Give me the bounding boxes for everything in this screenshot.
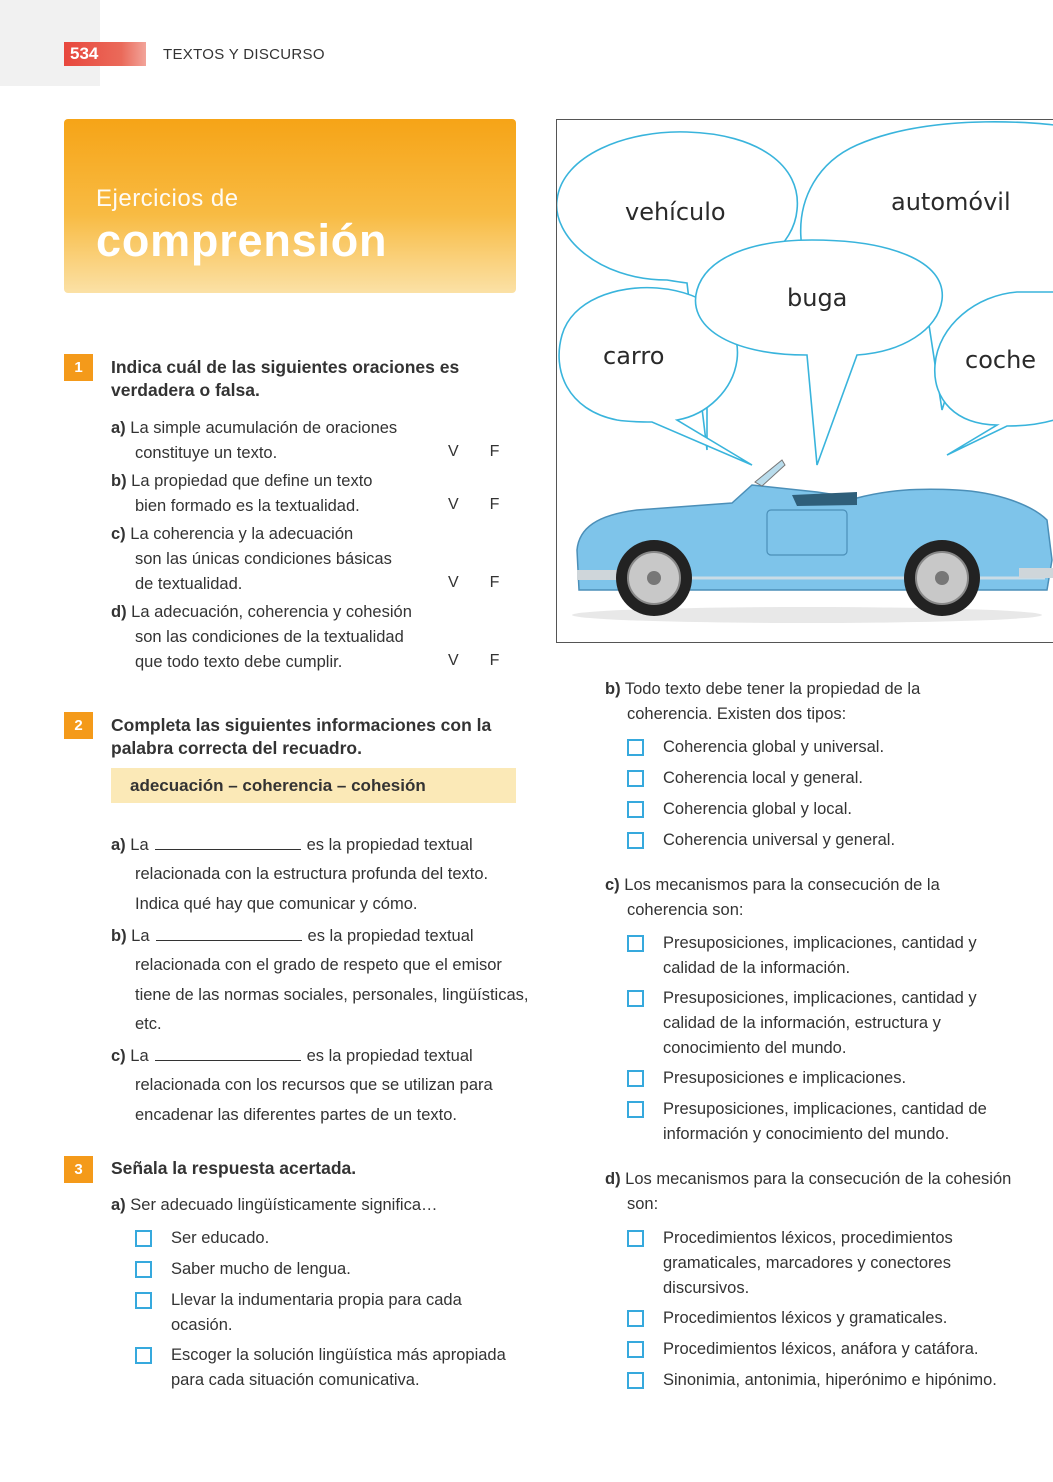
ex3-b-option-2: Coherencia local y general. bbox=[663, 769, 863, 787]
ex2-item-a-line-3: Indica qué hay que comunicar y cómo. bbox=[135, 894, 418, 913]
exercise-1-title-line-1: Indica cuál de las siguientes oraciones es bbox=[111, 357, 460, 377]
ex2-item-a-pre: La bbox=[130, 836, 149, 854]
ex2-item-b-line-4: etc. bbox=[135, 1014, 162, 1033]
car-icon bbox=[572, 460, 1053, 623]
ex2-item-a-line-2: relacionada con la estructura profunda del texto. bbox=[135, 865, 489, 884]
exercise-3-title: Señala la respuesta acertada. bbox=[111, 1158, 357, 1178]
false-option[interactable]: F bbox=[489, 443, 500, 460]
ex3-question-d-line-1: Los mecanismos para la consecución de la cohesión bbox=[625, 1170, 1012, 1188]
option-line-2: calidad de la información. bbox=[663, 959, 851, 977]
option-line-2: ocasión. bbox=[171, 1316, 233, 1334]
ex3-d-option-3: Procedimientos léxicos, anáfora y catáfora. bbox=[663, 1340, 979, 1358]
ex3-b-option-4: Coherencia universal y general. bbox=[663, 831, 896, 849]
ex3-question-c bbox=[605, 873, 940, 923]
ex3-c-option-2 bbox=[663, 986, 977, 1061]
ex2-item-b-line-2: relacionada con el grado de respeto que el emisor bbox=[135, 956, 502, 975]
running-head: TEXTOS Y DISCURSO bbox=[163, 46, 325, 63]
fill-blank[interactable] bbox=[156, 924, 302, 941]
word-box: adecuación – coherencia – cohesión bbox=[111, 768, 516, 803]
ex3-question-c-line-2: coherencia son: bbox=[627, 901, 744, 919]
option-line-1: Procedimientos léxicos, procedimientos bbox=[663, 1229, 953, 1247]
checkbox[interactable] bbox=[627, 801, 644, 818]
option-line-2: información y conocimiento del mundo. bbox=[663, 1125, 950, 1143]
ex1-item-a-vf[interactable] bbox=[448, 443, 499, 461]
checkbox[interactable] bbox=[627, 935, 644, 952]
ex3-a-option-4 bbox=[171, 1343, 506, 1393]
ex3-question-a bbox=[111, 1193, 438, 1218]
ex3-question-b-label: b) bbox=[605, 680, 621, 698]
banner-line-1: Ejercicios de bbox=[96, 185, 239, 212]
option-line-1: Escoger la solución lingüística más apropiada bbox=[171, 1346, 506, 1364]
illustration-car-bubbles bbox=[556, 119, 1053, 643]
ex2-item-b-post: es la propiedad textual bbox=[307, 927, 474, 945]
fill-blank[interactable] bbox=[155, 1044, 301, 1061]
ex1-item-d-line-1: La adecuación, coherencia y cohesión bbox=[131, 603, 412, 621]
fill-blank[interactable] bbox=[155, 833, 301, 850]
checkbox[interactable] bbox=[135, 1261, 152, 1278]
ex2-item-c-label: c) bbox=[111, 1047, 126, 1065]
word-carro: carro bbox=[603, 342, 665, 370]
ex3-c-option-4 bbox=[663, 1097, 987, 1147]
checkbox[interactable] bbox=[627, 770, 644, 787]
exercise-2-title-line-1: Completa las siguientes informaciones con la bbox=[111, 715, 492, 735]
option-line-2: calidad de la información, estructura y bbox=[663, 1014, 941, 1032]
ex3-d-option-4: Sinonimia, antonimia, hiperónimo e hipónimo. bbox=[663, 1371, 997, 1389]
true-option[interactable]: V bbox=[448, 443, 459, 460]
ex1-item-c-line-2: son las únicas condiciones básicas bbox=[135, 550, 392, 568]
exercise-2-title-line-2: palabra correcta del recuadro. bbox=[111, 738, 362, 758]
exercise-2-number: 2 bbox=[64, 712, 93, 739]
exercise-2-title bbox=[111, 714, 491, 760]
word-automovil: automóvil bbox=[891, 188, 1011, 216]
option-line-1: Llevar la indumentaria propia para cada bbox=[171, 1291, 462, 1309]
checkbox[interactable] bbox=[135, 1347, 152, 1364]
checkbox[interactable] bbox=[627, 1372, 644, 1389]
ex1-item-b bbox=[111, 469, 372, 519]
ex3-d-option-1 bbox=[663, 1226, 953, 1301]
option-line-1: Presuposiciones, implicaciones, cantidad de bbox=[663, 1100, 987, 1118]
ex3-question-b-line-1: Todo texto debe tener la propiedad de la bbox=[624, 680, 921, 698]
option-line-3: discursivos. bbox=[663, 1279, 750, 1297]
exercise-1-title-line-2: verdadera o falsa. bbox=[111, 380, 260, 400]
ex1-item-c bbox=[111, 522, 392, 597]
ex1-item-a-line-2: constituye un texto. bbox=[135, 444, 278, 462]
ex1-item-d-line-2: son las condiciones de la textualidad bbox=[135, 628, 404, 646]
ex1-item-c-label: c) bbox=[111, 525, 126, 543]
checkbox[interactable] bbox=[627, 1070, 644, 1087]
true-option[interactable]: V bbox=[448, 496, 459, 513]
exercise-1-number: 1 bbox=[64, 354, 93, 381]
ex2-item-b-label: b) bbox=[111, 927, 127, 945]
ex1-item-a-line-1: La simple acumulación de oraciones bbox=[130, 419, 398, 437]
exercise-1-title bbox=[111, 356, 459, 402]
option-line-1: Presuposiciones, implicaciones, cantidad y bbox=[663, 934, 977, 952]
ex3-question-b-line-2: coherencia. Existen dos tipos: bbox=[627, 705, 847, 723]
ex3-question-d-label: d) bbox=[605, 1170, 621, 1188]
ex3-question-d-line-2: son: bbox=[627, 1195, 659, 1213]
checkbox[interactable] bbox=[627, 1101, 644, 1118]
checkbox[interactable] bbox=[627, 1341, 644, 1358]
ex3-question-b bbox=[605, 677, 920, 727]
ex2-item-a bbox=[111, 831, 488, 919]
ex1-item-d-vf[interactable] bbox=[448, 652, 499, 670]
ex1-item-b-vf[interactable] bbox=[448, 496, 499, 514]
ex3-question-d bbox=[605, 1167, 1011, 1217]
checkbox[interactable] bbox=[135, 1230, 152, 1247]
word-vehiculo: vehículo bbox=[625, 198, 726, 226]
checkbox[interactable] bbox=[627, 832, 644, 849]
ex3-question-a-text: Ser adecuado lingüísticamente significa… bbox=[130, 1196, 438, 1214]
exercise-3-number: 3 bbox=[64, 1156, 93, 1183]
ex3-question-c-label: c) bbox=[605, 876, 620, 894]
ex1-item-b-label: b) bbox=[111, 472, 127, 490]
ex1-item-b-line-2: bien formado es la textualidad. bbox=[135, 497, 360, 515]
ex2-item-a-label: a) bbox=[111, 836, 126, 854]
ex2-item-b bbox=[111, 922, 528, 1039]
checkbox[interactable] bbox=[627, 1310, 644, 1327]
ex2-item-c-pre: La bbox=[130, 1047, 149, 1065]
ex1-item-c-vf[interactable] bbox=[448, 574, 499, 592]
option-line-2: gramaticales, marcadores y conectores bbox=[663, 1254, 951, 1272]
ex3-a-option-2: Saber mucho de lengua. bbox=[171, 1260, 351, 1278]
ex1-item-c-line-3: de textualidad. bbox=[135, 575, 243, 593]
ex1-item-d bbox=[111, 600, 412, 675]
ex3-question-a-label: a) bbox=[111, 1196, 126, 1214]
banner-line-2: comprensión bbox=[96, 215, 388, 266]
ex3-c-option-3: Presuposiciones e implicaciones. bbox=[663, 1069, 907, 1087]
ex3-a-option-1: Ser educado. bbox=[171, 1229, 270, 1247]
ex1-item-a-label: a) bbox=[111, 419, 126, 437]
ex2-item-b-line-3: tiene de las normas sociales, personales, lingüísticas, bbox=[135, 985, 529, 1004]
checkbox[interactable] bbox=[627, 1230, 644, 1247]
ex2-item-c-post: es la propiedad textual bbox=[306, 1047, 473, 1065]
ex3-a-option-3 bbox=[171, 1288, 462, 1338]
false-option[interactable]: F bbox=[489, 496, 500, 513]
ex2-item-c bbox=[111, 1042, 493, 1130]
ex3-d-option-2: Procedimientos léxicos y gramaticales. bbox=[663, 1309, 948, 1327]
word-coche: coche bbox=[965, 346, 1037, 374]
ex3-b-option-3: Coherencia global y local. bbox=[663, 800, 852, 818]
page-number: 534 bbox=[64, 42, 146, 66]
checkbox[interactable] bbox=[627, 990, 644, 1007]
checkbox[interactable] bbox=[627, 739, 644, 756]
option-line-2: para cada situación comunicativa. bbox=[171, 1371, 420, 1389]
ex2-item-c-line-2: relacionada con los recursos que se utilizan para bbox=[135, 1076, 493, 1095]
false-option[interactable]: F bbox=[489, 652, 500, 669]
ex3-question-c-line-1: Los mecanismos para la consecución de la bbox=[624, 876, 940, 894]
ex1-item-c-line-1: La coherencia y la adecuación bbox=[130, 525, 354, 543]
ex2-item-c-line-3: encadenar las diferentes partes de un texto. bbox=[135, 1105, 457, 1124]
ex2-item-a-post: es la propiedad textual bbox=[306, 836, 473, 854]
ex1-item-d-label: d) bbox=[111, 603, 127, 621]
illustration-svg bbox=[557, 120, 1053, 643]
ex1-item-b-line-1: La propiedad que define un texto bbox=[131, 472, 373, 490]
section-banner bbox=[64, 119, 516, 293]
ex3-b-option-1: Coherencia global y universal. bbox=[663, 738, 885, 756]
option-line-1: Presuposiciones, implicaciones, cantidad y bbox=[663, 989, 977, 1007]
true-option[interactable]: V bbox=[448, 574, 459, 591]
option-line-3: conocimiento del mundo. bbox=[663, 1039, 847, 1057]
word-buga: buga bbox=[787, 284, 848, 312]
checkbox[interactable] bbox=[135, 1292, 152, 1309]
true-option[interactable]: V bbox=[448, 652, 459, 669]
ex3-c-option-1 bbox=[663, 931, 977, 981]
ex1-item-a bbox=[111, 416, 397, 466]
ex2-item-b-pre: La bbox=[131, 927, 150, 945]
ex1-item-d-line-3: que todo texto debe cumplir. bbox=[135, 653, 343, 671]
false-option[interactable]: F bbox=[489, 574, 500, 591]
